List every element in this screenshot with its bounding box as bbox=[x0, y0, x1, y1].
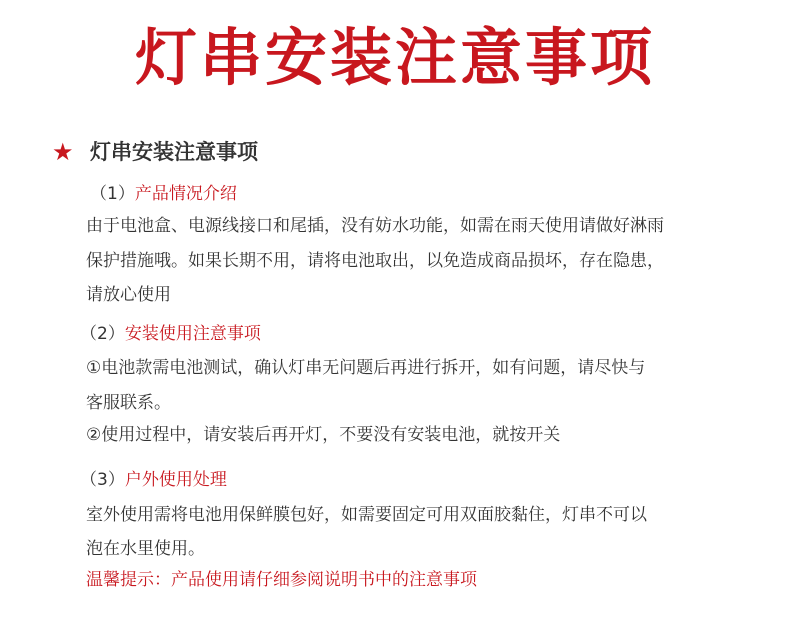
item-1-number: （1） bbox=[90, 184, 135, 204]
item-3-label: 户外使用处理 bbox=[124, 470, 227, 490]
item-2-label: 安装使用注意事项 bbox=[124, 324, 261, 344]
section-title: 灯串安装注意事项 bbox=[90, 140, 258, 164]
item-1-line-2: 保护措施哦。如果长期不用，请将电池取出，以免造成商品损坏，存在隐患， bbox=[86, 251, 664, 271]
item-2-line-3: ②使用过程中，请安装后再开灯，不要没有安装电池，就按开关 bbox=[86, 425, 561, 445]
page-title: 灯串安装注意事项 bbox=[134, 21, 655, 94]
item-2-number: （2） bbox=[80, 324, 125, 344]
warm-tip: 温馨提示：产品使用请仔细参阅说明书中的注意事项 bbox=[86, 570, 477, 590]
item-1-label: 产品情况介绍 bbox=[134, 184, 237, 204]
item-2-heading bbox=[80, 322, 261, 346]
item-3-line-1: 室外使用需将电池用保鲜膜包好，如需要固定可用双面胶黏住，灯串不可以 bbox=[86, 505, 647, 525]
item-2-line-1: ①电池款需电池测试，确认灯串无问题后再进行拆开，如有问题，请尽快与 bbox=[86, 358, 646, 378]
item-2-line-2: 客服联系。 bbox=[86, 393, 171, 413]
item-3-line-2: 泡在水里使用。 bbox=[86, 539, 205, 559]
section-heading bbox=[52, 136, 258, 168]
item-1-heading bbox=[90, 182, 237, 206]
star-icon: ★ bbox=[52, 138, 74, 166]
item-1-line-3: 请放心使用 bbox=[86, 285, 171, 305]
item-3-heading bbox=[80, 468, 227, 492]
item-1-line-1: 由于电池盒、电源线接口和尾插，没有妨水功能，如需在雨天使用请做好淋雨 bbox=[86, 216, 664, 236]
item-3-number: （3） bbox=[80, 470, 125, 490]
